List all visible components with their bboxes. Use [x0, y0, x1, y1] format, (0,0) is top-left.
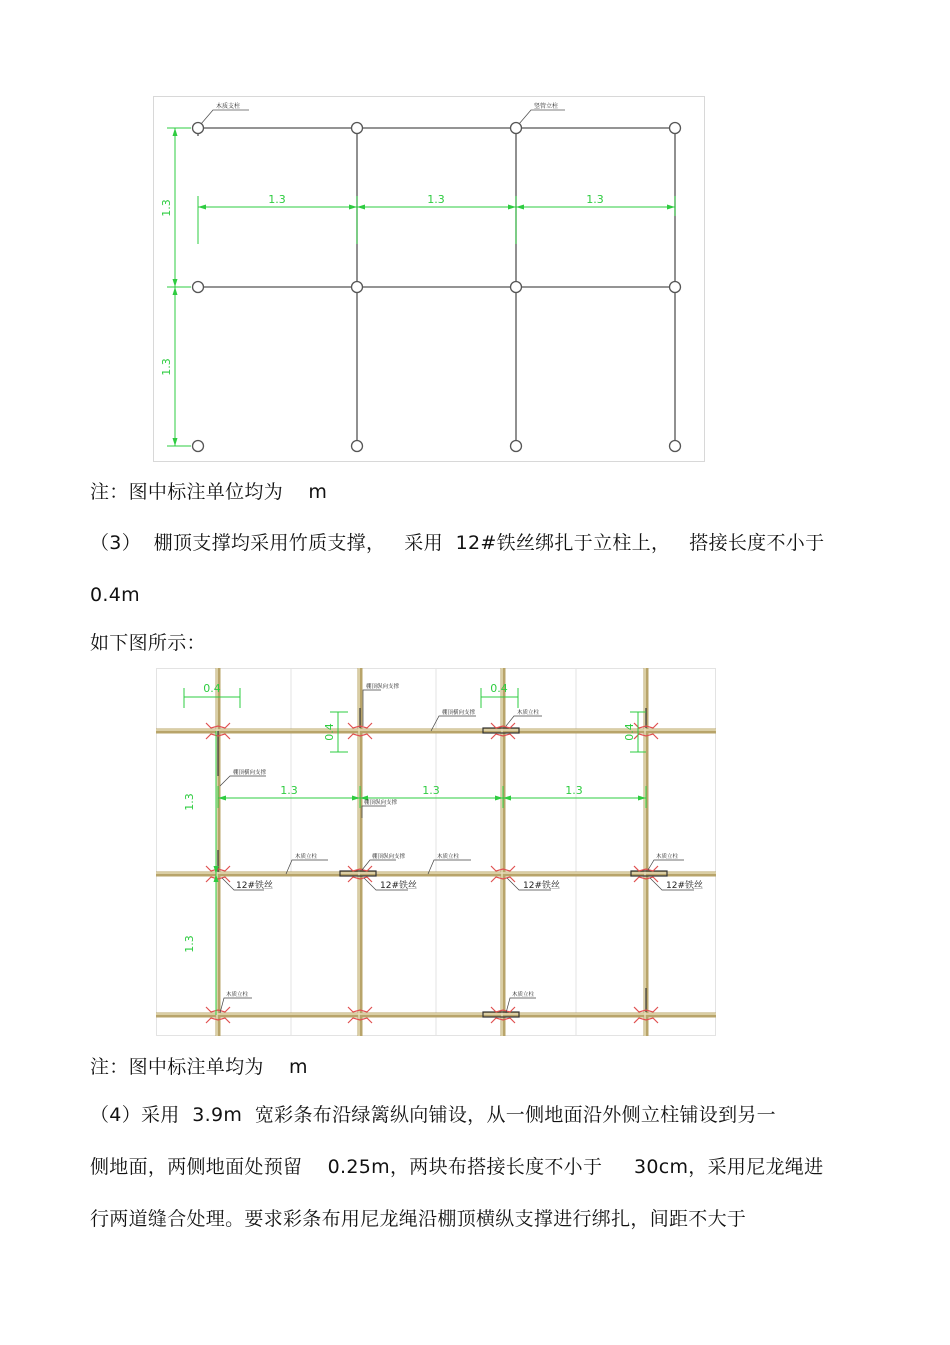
callout-label: 木质立柱: [226, 992, 249, 998]
callout-label: 棚顶纵向支撑: [364, 800, 398, 806]
dimension-label: 1.3: [160, 199, 173, 217]
green-dimension-lines: [184, 688, 646, 1015]
figure-frame: [154, 97, 705, 462]
paragraph-4-line-2: 侧地面，两侧地面处预留 0.25m，两块布搭接长度不小于 30cm，采用尼龙绳进: [90, 1156, 824, 1178]
dimension-label: 1.3: [183, 935, 196, 953]
background-grid: [156, 668, 716, 1036]
dimension-label: 1.3: [586, 193, 604, 206]
callout-label: 棚顶横向支撑: [442, 710, 476, 716]
dimension-label: 1.3: [427, 193, 445, 206]
callout-label: 木质立柱: [517, 710, 540, 716]
paragraph-3-line-2: 0.4m: [90, 584, 140, 606]
dimension-label: 1.3: [160, 358, 173, 376]
callout-label: 木质立柱: [512, 992, 535, 998]
callout-label: 棚顶纵向支撑: [372, 854, 406, 860]
callout-label: 木质支柱: [216, 103, 241, 110]
callout-label: 木质立柱: [656, 854, 679, 860]
callout-label: 木质立柱: [437, 854, 460, 860]
dimension-arrows: [214, 796, 647, 883]
canopy-support-plan: [156, 668, 716, 1036]
grid-lines: [198, 128, 675, 446]
wire-label: 12#铁丝: [666, 881, 703, 891]
callout-label: 棚顶横向支撑: [233, 770, 267, 776]
dimension-label: 0.4: [490, 682, 508, 695]
dimension-label: 1.3: [565, 784, 583, 797]
callout-label: 木质立柱: [295, 854, 318, 860]
figure-caption: 如下图所示：: [90, 632, 206, 654]
wire-label: 12#铁丝: [523, 881, 560, 891]
callout-label: 竖管立柱: [534, 103, 559, 110]
dimension-label: 0.4: [203, 682, 221, 695]
callout-label: 棚顶纵向支撑: [366, 684, 400, 690]
dimension-label: 1.3: [183, 793, 196, 811]
leader-lines: [201, 110, 565, 124]
unit-note: 注：图中标注单均为 m: [90, 1056, 308, 1078]
dimension-label: 1.3: [422, 784, 440, 797]
dimension-label: 1.3: [280, 784, 298, 797]
overlap-splices: [218, 708, 667, 1017]
leader-lines: [220, 690, 684, 1013]
dimension-label: 1.3: [268, 193, 286, 206]
wire-leaders: [222, 878, 694, 890]
paragraph-4-line-3: 行两道缝合处理。要求彩条布用尼龙绳沿棚顶横纵支撑进行绑扎，间距不大于: [90, 1208, 747, 1230]
wire-label: 12#铁丝: [380, 881, 417, 891]
paragraph-3-line-1: （3） 棚顶支撑均采用竹质支撑， 采用 12#铁丝绑扎于立柱上， 搭接长度不小于: [90, 532, 825, 554]
column-grid-plan: [153, 96, 705, 462]
dimension-label: 0.4: [623, 723, 636, 741]
paragraph-4-line-1: （4）采用 3.9m 宽彩条布沿绿篱纵向铺设，从一侧地面沿外侧立柱铺设到另一: [90, 1104, 776, 1126]
wire-label: 12#铁丝: [236, 881, 273, 891]
dimension-label: 0.4: [323, 723, 336, 741]
unit-note: 注：图中标注单位均为 m: [90, 481, 328, 503]
